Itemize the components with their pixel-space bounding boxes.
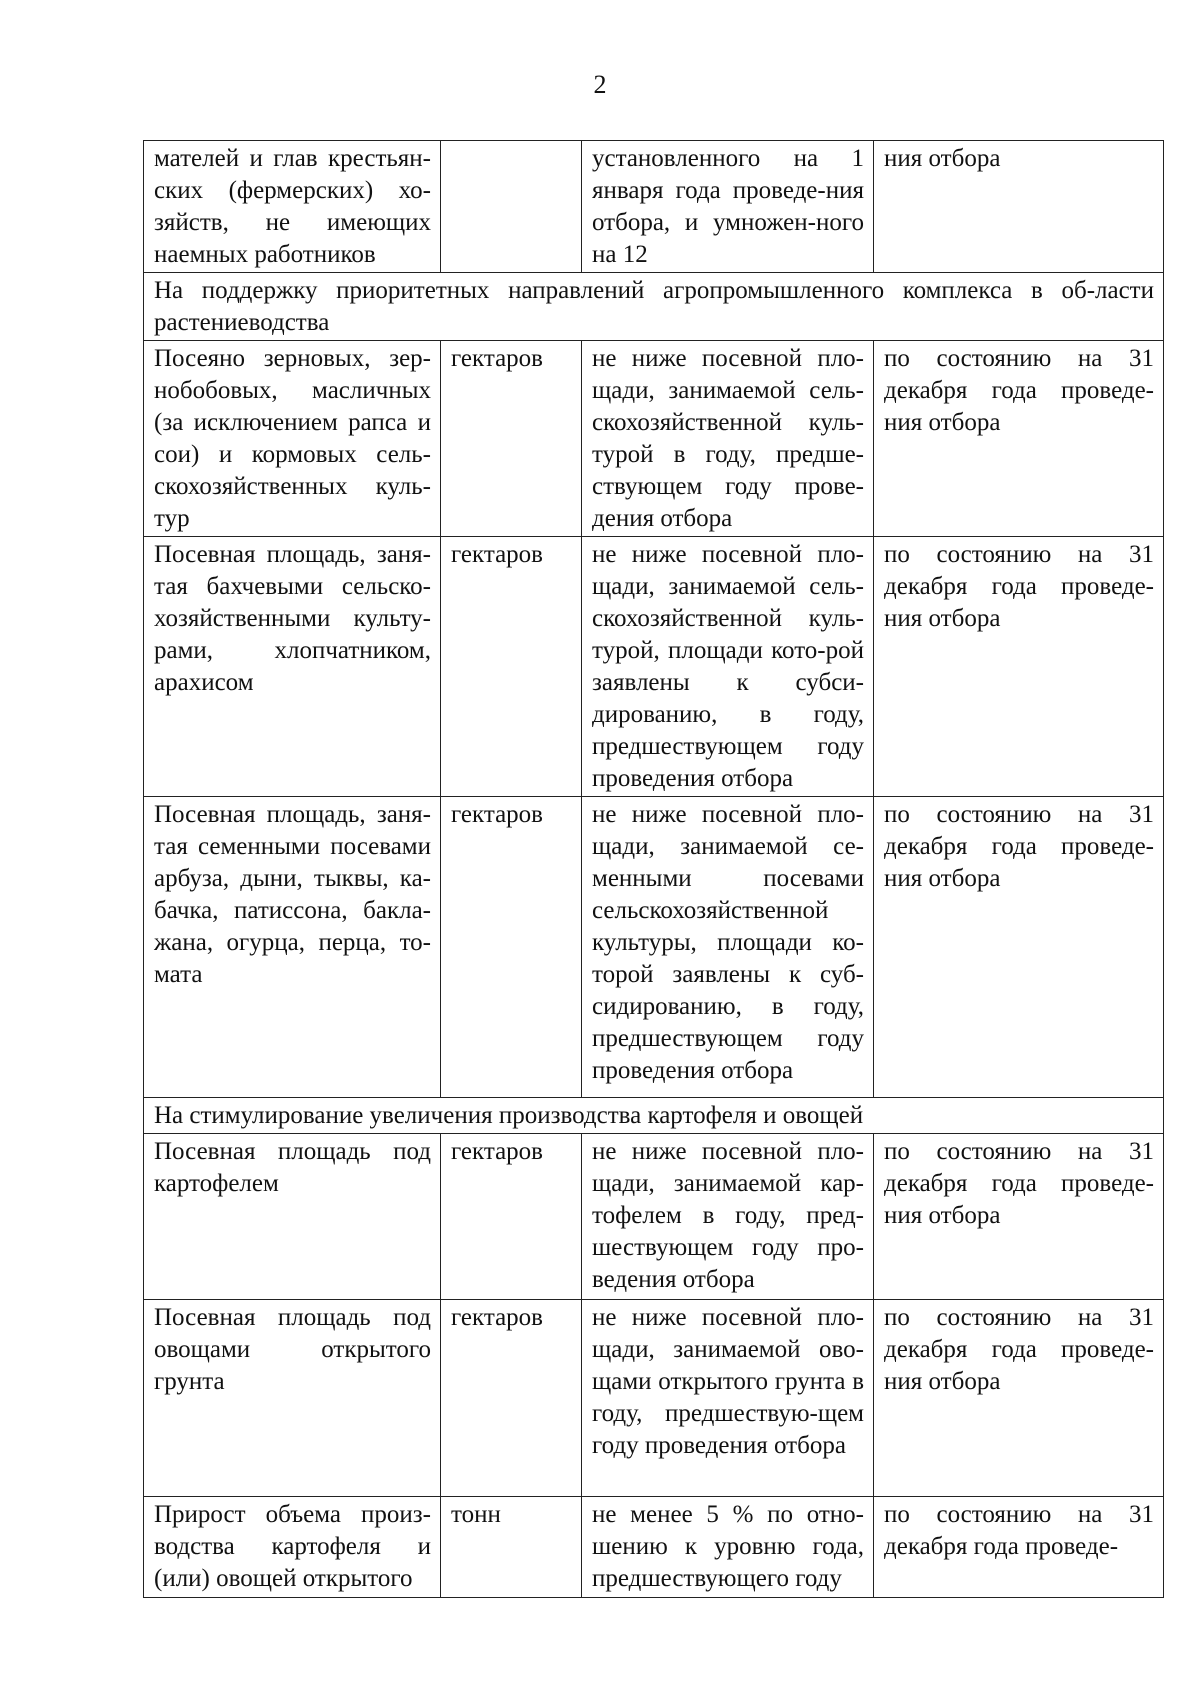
table-row [144,1497,1164,1598]
value-cell: не ниже посевной пло-щади, занимаемой се-менными посевами сельскохозяйственной культуры, площади ко-торой заявлены к суб-сидированию, в году, предшествующем году проведения отбора [582,797,874,1098]
indicator-cell: мателей и глав крестьян-ских (фермерских) хо-зяйств, не имеющих наемных работников [144,141,441,273]
value-cell: не ниже посевной пло-щади, занимаемой кар-тофелем в году, пред-шествующем году про-ведения отбора [582,1134,874,1300]
table-row [144,1134,1164,1300]
date-cell: по состоянию на 31 декабря года проведе-ния отбора [874,1134,1164,1300]
table-row [144,1300,1164,1497]
date-cell: по состоянию на 31 декабря года проведе-ния отбора [874,341,1164,537]
indicator-cell: Посевная площадь под картофелем [144,1134,441,1300]
section-row [144,1098,1164,1134]
table-row [144,537,1164,797]
value-cell: не ниже посевной пло-щади, занимаемой сель-скохозяйственной куль-турой, площади кото-рой заявлены к субси-дированию, в году, предшествующем году проведения отбора [582,537,874,797]
indicator-cell: Посевная площадь, заня-тая бахчевыми сельско-хозяйственными культу-рами, хлопчатником, арахисом [144,537,441,797]
unit-cell: гектаров [441,797,582,1098]
value-cell: не ниже посевной пло-щади, занимаемой ово-щами открытого грунта в году, предшествую-щем году проведения отбора [582,1300,874,1497]
unit-cell: тонн [441,1497,582,1598]
date-cell: ния отбора [874,141,1164,273]
criteria-table [143,140,1164,1598]
value-cell: не ниже посевной пло-щади, занимаемой сель-скохозяйственной куль-турой в году, предше-ствующем году прове-дения отбора [582,341,874,537]
indicator-cell: Прирост объема произ-водства картофеля и (или) овощей открытого [144,1497,441,1598]
page-number: 2 [593,70,607,99]
indicator-cell: Посеяно зерновых, зер-нобобовых, масличных (за исключением рапса и сои) и кормовых сель-скохозяйственных куль-тур [144,341,441,537]
date-cell: по состоянию на 31 декабря года проведе- [874,1497,1164,1598]
unit-cell: гектаров [441,341,582,537]
table-row [144,797,1164,1098]
unit-cell [441,141,582,273]
date-cell: по состоянию на 31 декабря года проведе-ния отбора [874,1300,1164,1497]
section-heading: На стимулирование увеличения производства картофеля и овощей [144,1098,1164,1134]
date-cell: по состоянию на 31 декабря года проведе-ния отбора [874,537,1164,797]
table-row [144,141,1164,273]
indicator-cell: Посевная площадь под овощами открытого грунта [144,1300,441,1497]
table-row [144,341,1164,537]
section-heading: На поддержку приоритетных направлений агропромышленного комплекса в об-ласти растениеводства [144,273,1164,341]
date-cell: по состоянию на 31 декабря года проведе-ния отбора [874,797,1164,1098]
value-cell: не менее 5 % по отно-шению к уровню года, предшествующего году [582,1497,874,1598]
unit-cell: гектаров [441,537,582,797]
indicator-cell: Посевная площадь, заня-тая семенными посевами арбуза, дыни, тыквы, ка-бачка, патиссона, бакла-жана, огурца, перца, то-мата [144,797,441,1098]
unit-cell: гектаров [441,1300,582,1497]
value-cell: установленного на 1 января года проведе-ния отбора, и умножен-ного на 12 [582,141,874,273]
unit-cell: гектаров [441,1134,582,1300]
section-row [144,273,1164,341]
